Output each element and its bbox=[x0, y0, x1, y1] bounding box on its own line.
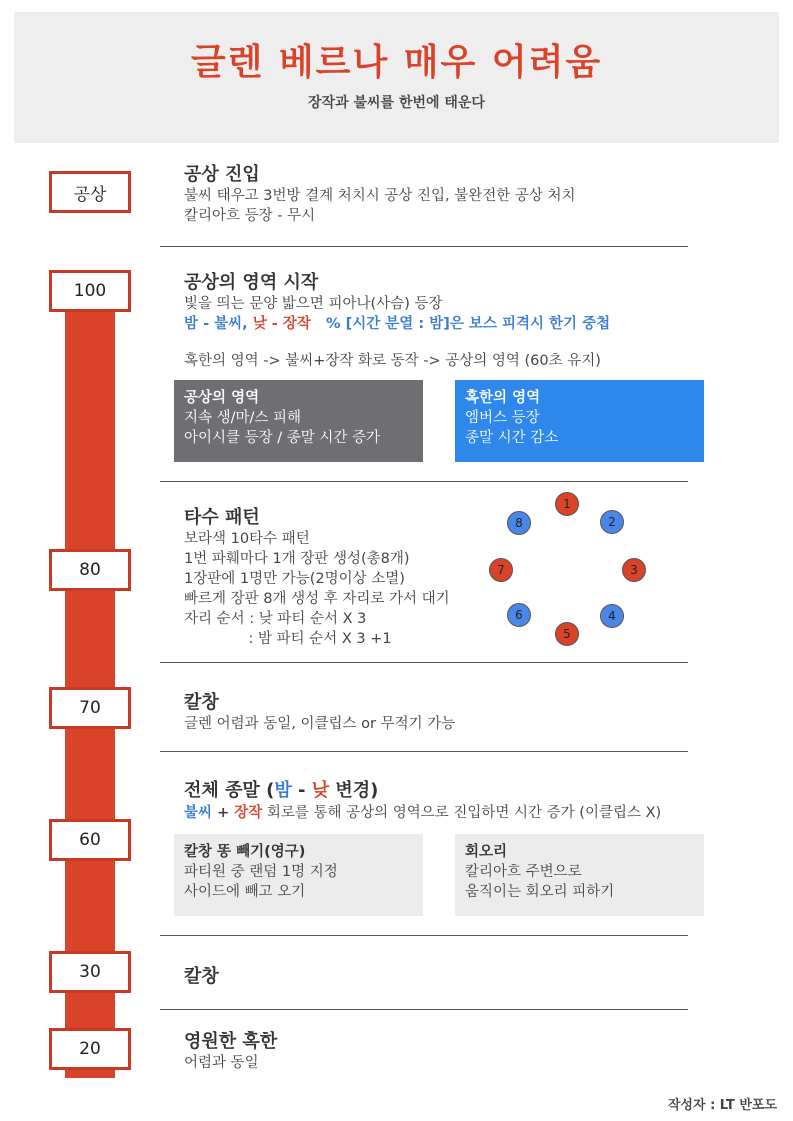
section-title-eternal-frost: 영원한 혹한 bbox=[184, 1031, 278, 1052]
position-dot-8: 8 bbox=[507, 511, 531, 535]
section-line: 불씨 태우고 3번방 결계 처치시 공상 진입, 불완전한 공상 처치 bbox=[184, 188, 576, 204]
marker-100: 100 bbox=[49, 270, 131, 312]
box-line: 사이드에 빼고 오기 bbox=[184, 884, 306, 900]
gongsang-area-box bbox=[174, 380, 423, 462]
page-title: 글렌 베르나 매우 어려움 bbox=[190, 42, 603, 83]
section-line: : 밤 파티 순서 X 3 +1 bbox=[184, 631, 392, 647]
box-line: 아이시클 등장 / 종말 시간 증가 bbox=[184, 430, 381, 446]
position-dot-7: 7 bbox=[489, 558, 513, 582]
marker-20: 20 bbox=[49, 1028, 131, 1070]
marker-70: 70 bbox=[49, 687, 131, 729]
position-dot-5: 5 bbox=[555, 622, 579, 646]
section-line: 1번 파훼마다 1개 장판 생성(총8개) bbox=[184, 551, 410, 567]
kalchang-drop-box bbox=[174, 834, 423, 916]
marker-30: 30 bbox=[49, 951, 131, 993]
box-line: 움직이는 회오리 피하기 bbox=[465, 884, 615, 900]
page-subtitle: 장작과 불씨를 한번에 태운다 bbox=[308, 95, 485, 111]
section-title-hit-pattern: 타수 패턴 bbox=[184, 507, 260, 528]
position-dot-4: 4 bbox=[600, 604, 624, 628]
day-label: 낮 bbox=[252, 316, 267, 332]
section-line: 칼리아흐 등장 - 무시 bbox=[184, 208, 316, 224]
author-credit: 작성자 : LT 반포도 bbox=[667, 1098, 777, 1113]
separator: - bbox=[266, 316, 283, 332]
day-label: 낮 bbox=[311, 780, 330, 801]
box-title: 혹한의 영역 bbox=[465, 390, 541, 406]
separator: + bbox=[212, 805, 235, 821]
marker-60: 60 bbox=[49, 819, 131, 861]
firewood-label: 장작 bbox=[282, 316, 311, 332]
separator: - bbox=[198, 316, 215, 332]
night-day-highlight bbox=[184, 312, 610, 333]
position-dot-1: 1 bbox=[555, 492, 579, 516]
ember-label: 불씨 bbox=[214, 316, 243, 332]
section-line: 보라색 10타수 패턴 bbox=[184, 531, 310, 547]
position-dot-6: 6 bbox=[507, 603, 531, 627]
section-line: 1장판에 1명만 가능(2명이상 소멸) bbox=[184, 571, 405, 587]
doom-description: 회로를 통해 공상의 영역으로 진입하면 시간 증가 (이클립스 X) bbox=[262, 805, 662, 821]
divider bbox=[160, 246, 688, 247]
marker-gongsang: 공상 bbox=[49, 171, 131, 213]
marker-80: 80 bbox=[49, 549, 131, 591]
area-flow-text: 혹한의 영역 -> 불씨+장작 화로 동작 -> 공상의 영역 (60초 유지) bbox=[184, 353, 601, 369]
divider bbox=[160, 662, 688, 663]
divider bbox=[160, 481, 688, 482]
box-line: 종말 시간 감소 bbox=[465, 430, 559, 446]
section-title-kalchang-30: 칼창 bbox=[184, 966, 219, 987]
section-line: 빠르게 장판 8개 생성 후 자리로 가서 대기 bbox=[184, 591, 450, 607]
box-line: 엠버스 등장 bbox=[465, 410, 540, 426]
firewood-label: 장작 bbox=[234, 805, 263, 821]
section-line bbox=[184, 801, 661, 822]
frost-area-box bbox=[455, 380, 704, 462]
box-line: 파티원 중 랜덤 1명 지정 bbox=[184, 864, 338, 880]
section-title-kalchang: 칼창 bbox=[184, 692, 219, 713]
ember-label: 불씨 bbox=[184, 805, 213, 821]
section-title-gongsang-entry: 공상 진입 bbox=[184, 164, 260, 185]
box-title: 공상의 영역 bbox=[184, 390, 260, 406]
position-dot-2: 2 bbox=[600, 510, 624, 534]
section-line: 빛을 띄는 문양 밟으면 피아나(사슴) 등장 bbox=[184, 296, 443, 312]
separator: - bbox=[291, 780, 312, 801]
box-line: 칼리아흐 주변으로 bbox=[465, 864, 582, 880]
title-part: 전체 종말 ( bbox=[184, 780, 275, 801]
separator: , bbox=[242, 316, 253, 332]
position-dot-3: 3 bbox=[622, 558, 646, 582]
section-title-gongsang-area: 공상의 영역 시작 bbox=[184, 272, 319, 293]
whirlwind-box bbox=[455, 834, 704, 916]
header-banner bbox=[14, 12, 779, 143]
section-line: 어렴과 동일 bbox=[184, 1055, 259, 1071]
night-label: 밤 bbox=[274, 780, 292, 801]
box-title: 회오리 bbox=[465, 844, 508, 860]
divider bbox=[160, 1009, 688, 1010]
divider bbox=[160, 935, 688, 936]
section-line: 글렌 어렴과 동일, 이클립스 or 무적기 가능 bbox=[184, 716, 456, 732]
box-line: 지속 생/마/스 피해 bbox=[184, 410, 302, 426]
title-part: 변경) bbox=[329, 780, 379, 801]
divider bbox=[160, 751, 688, 752]
night-label: 밤 bbox=[184, 316, 199, 332]
section-line: 자리 순서 : 낮 파티 순서 X 3 bbox=[184, 611, 367, 627]
box-title: 칼창 똥 빼기(영구) bbox=[184, 844, 306, 860]
section-title-total-doom bbox=[184, 776, 378, 802]
time-split-note: % [시간 분열 : 밤]은 보스 피격시 한기 중첩 bbox=[310, 316, 611, 332]
